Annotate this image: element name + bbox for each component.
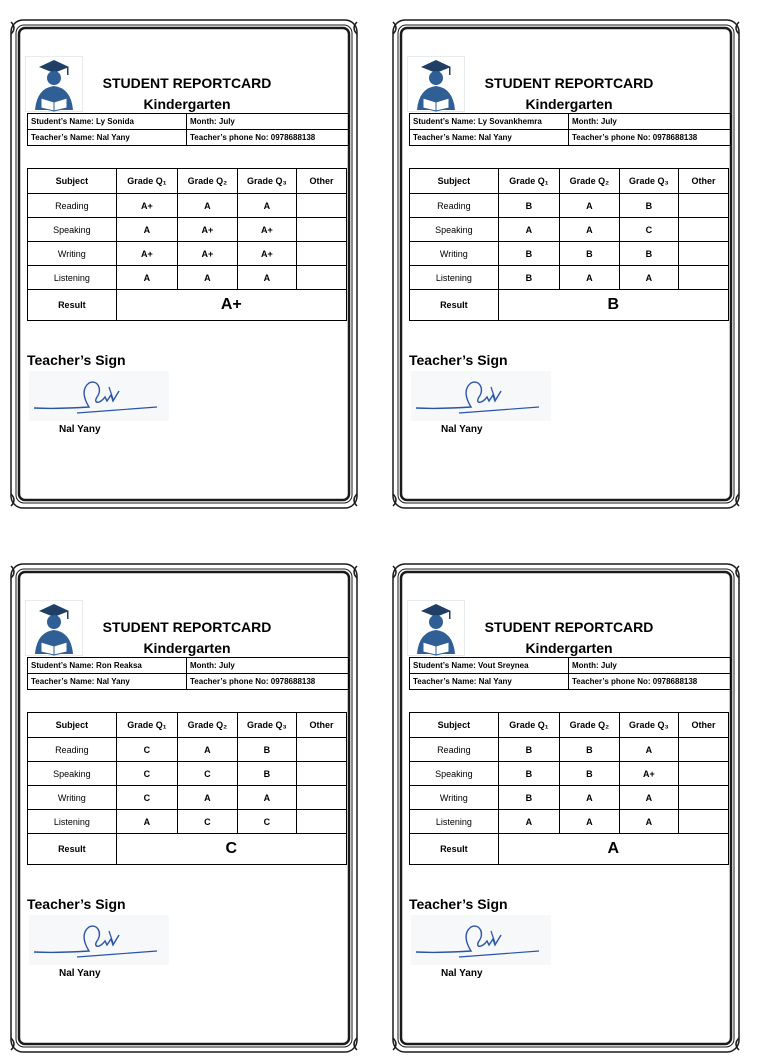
grade-cell: A: [237, 266, 297, 290]
grade-cell: A+: [178, 242, 238, 266]
subject-cell: Listening: [28, 266, 117, 290]
student-name: Student’s Name: Ly Sonida: [28, 114, 187, 130]
grade-cell: C: [178, 762, 238, 786]
header-subject: Subject: [28, 169, 117, 194]
subject-cell: Writing: [410, 786, 499, 810]
other-cell: [297, 194, 347, 218]
result-row: [410, 834, 729, 865]
card-title: STUDENT REPORTCARD: [484, 619, 654, 635]
report-card: [7, 16, 361, 512]
teacher-phone: Teacher’s phone No: 0978688138: [569, 674, 731, 690]
grade-cell: B: [498, 762, 559, 786]
grade-cell: C: [178, 810, 238, 834]
report-card: [7, 560, 361, 1056]
grade-cell: A: [619, 786, 679, 810]
table-row: [410, 242, 729, 266]
student-name: Student’s Name: Ron Reaksa: [28, 658, 187, 674]
table-row: [410, 738, 729, 762]
card-subtitle: Kindergarten: [143, 96, 231, 112]
student-name: Student’s Name: Vout Sreynea: [410, 658, 569, 674]
grades-header-row: [28, 713, 347, 738]
result-row: [28, 290, 347, 321]
signature-image: [411, 371, 551, 421]
card-subtitle: Kindergarten: [525, 96, 613, 112]
grade-cell: A: [116, 266, 177, 290]
grade-cell: A: [619, 810, 679, 834]
grade-cell: A: [178, 738, 238, 762]
header-grade-q2: Grade Q₂: [178, 713, 238, 738]
result-label: Result: [28, 834, 117, 865]
graduate-logo-icon: [407, 600, 465, 656]
grade-cell: C: [116, 786, 177, 810]
table-row: [410, 218, 729, 242]
signature-image: [29, 915, 169, 965]
other-cell: [297, 810, 347, 834]
other-cell: [297, 218, 347, 242]
grade-cell: B: [619, 242, 679, 266]
header-other: Other: [679, 713, 729, 738]
teacher-phone: Teacher’s phone No: 0978688138: [569, 130, 731, 146]
other-cell: [297, 738, 347, 762]
teacher-phone: Teacher’s phone No: 0978688138: [187, 130, 349, 146]
header-grade-q3: Grade Q₃: [619, 169, 679, 194]
subject-cell: Writing: [28, 242, 117, 266]
grade-cell: A+: [237, 218, 297, 242]
grade-cell: A: [116, 810, 177, 834]
card-title: STUDENT REPORTCARD: [102, 75, 272, 91]
table-row: [28, 762, 347, 786]
header-subject: Subject: [28, 713, 117, 738]
teacher-sign-label: Teacher’s Sign: [409, 352, 508, 368]
student-name: Student’s Name: Ly Sovankhemra: [410, 114, 569, 130]
header-grade-q3: Grade Q₃: [619, 713, 679, 738]
subject-cell: Writing: [410, 242, 499, 266]
result-value: A+: [116, 290, 346, 321]
signer-name: Nal Yany: [441, 424, 483, 435]
grade-cell: A: [237, 194, 297, 218]
grade-cell: C: [116, 738, 177, 762]
month: Month: July: [187, 114, 349, 130]
month: Month: July: [187, 658, 349, 674]
subject-cell: Reading: [28, 194, 117, 218]
subject-cell: Speaking: [410, 218, 499, 242]
result-value: C: [116, 834, 346, 865]
header-other: Other: [679, 169, 729, 194]
grades-table: [409, 712, 729, 865]
teacher-sign-label: Teacher’s Sign: [27, 352, 126, 368]
grade-cell: B: [498, 194, 559, 218]
grade-cell: B: [237, 762, 297, 786]
subject-cell: Listening: [410, 266, 499, 290]
table-row: [410, 762, 729, 786]
signature-image: [411, 915, 551, 965]
subject-cell: Listening: [28, 810, 117, 834]
grade-cell: A+: [619, 762, 679, 786]
month: Month: July: [569, 114, 731, 130]
grade-cell: A: [619, 738, 679, 762]
header-grade-q1: Grade Q₁: [116, 169, 177, 194]
grades-table: [409, 168, 729, 321]
grade-cell: A: [237, 786, 297, 810]
subject-cell: Reading: [28, 738, 117, 762]
other-cell: [679, 786, 729, 810]
teacher-sign-label: Teacher’s Sign: [409, 896, 508, 912]
grade-cell: B: [498, 266, 559, 290]
other-cell: [679, 242, 729, 266]
grade-cell: C: [116, 762, 177, 786]
table-row: [410, 810, 729, 834]
teacher-phone: Teacher’s phone No: 0978688138: [187, 674, 349, 690]
other-cell: [297, 266, 347, 290]
teacher-name: Teacher’s Name: Nal Yany: [410, 130, 569, 146]
grade-cell: B: [619, 194, 679, 218]
grade-cell: B: [560, 762, 620, 786]
grade-cell: B: [237, 738, 297, 762]
month: Month: July: [569, 658, 731, 674]
card-title: STUDENT REPORTCARD: [102, 619, 272, 635]
result-row: [410, 290, 729, 321]
grade-cell: B: [560, 738, 620, 762]
subject-cell: Reading: [410, 194, 499, 218]
grade-cell: B: [560, 242, 620, 266]
subject-cell: Speaking: [28, 762, 117, 786]
header-other: Other: [297, 169, 347, 194]
teacher-name: Teacher’s Name: Nal Yany: [28, 674, 187, 690]
table-row: [28, 194, 347, 218]
other-cell: [679, 194, 729, 218]
table-row: [28, 810, 347, 834]
grade-cell: A+: [116, 242, 177, 266]
grade-cell: A: [178, 194, 238, 218]
signer-name: Nal Yany: [441, 968, 483, 979]
table-row: [28, 242, 347, 266]
table-row: [28, 738, 347, 762]
other-cell: [679, 218, 729, 242]
header-grade-q1: Grade Q₁: [498, 713, 559, 738]
grade-cell: C: [619, 218, 679, 242]
header-subject: Subject: [410, 713, 499, 738]
table-row: [410, 786, 729, 810]
teacher-name: Teacher’s Name: Nal Yany: [28, 130, 187, 146]
result-row: [28, 834, 347, 865]
table-row: [410, 266, 729, 290]
grade-cell: A: [619, 266, 679, 290]
other-cell: [679, 762, 729, 786]
table-row: [28, 786, 347, 810]
grade-cell: A: [178, 786, 238, 810]
subject-cell: Speaking: [28, 218, 117, 242]
table-row: [410, 194, 729, 218]
header-grade-q2: Grade Q₂: [560, 169, 620, 194]
table-row: [28, 218, 347, 242]
grade-cell: C: [237, 810, 297, 834]
teacher-name: Teacher’s Name: Nal Yany: [410, 674, 569, 690]
result-label: Result: [410, 834, 499, 865]
grade-cell: A: [560, 786, 620, 810]
header-grade-q2: Grade Q₂: [178, 169, 238, 194]
teacher-sign-label: Teacher’s Sign: [27, 896, 126, 912]
card-subtitle: Kindergarten: [525, 640, 613, 656]
grade-cell: A: [560, 194, 620, 218]
header-grade-q2: Grade Q₂: [560, 713, 620, 738]
grades-table: [27, 168, 347, 321]
info-table: [409, 113, 731, 146]
other-cell: [679, 810, 729, 834]
report-card: [389, 16, 743, 512]
grades-header-row: [410, 713, 729, 738]
grade-cell: B: [498, 786, 559, 810]
card-subtitle: Kindergarten: [143, 640, 231, 656]
result-label: Result: [28, 290, 117, 321]
grade-cell: A: [498, 218, 559, 242]
result-label: Result: [410, 290, 499, 321]
other-cell: [297, 762, 347, 786]
report-card: [389, 560, 743, 1056]
signer-name: Nal Yany: [59, 968, 101, 979]
grade-cell: B: [498, 738, 559, 762]
grade-cell: A: [560, 218, 620, 242]
other-cell: [679, 738, 729, 762]
subject-cell: Listening: [410, 810, 499, 834]
result-value: A: [498, 834, 728, 865]
signer-name: Nal Yany: [59, 424, 101, 435]
subject-cell: Writing: [28, 786, 117, 810]
header-subject: Subject: [410, 169, 499, 194]
other-cell: [297, 242, 347, 266]
grade-cell: A+: [116, 194, 177, 218]
graduate-logo-icon: [25, 600, 83, 656]
grade-cell: A: [498, 810, 559, 834]
grades-header-row: [410, 169, 729, 194]
grade-cell: A: [116, 218, 177, 242]
grade-cell: A: [560, 266, 620, 290]
grade-cell: B: [498, 242, 559, 266]
grade-cell: A+: [237, 242, 297, 266]
other-cell: [679, 266, 729, 290]
graduate-logo-icon: [25, 56, 83, 112]
info-table: [27, 113, 349, 146]
grades-table: [27, 712, 347, 865]
signature-image: [29, 371, 169, 421]
subject-cell: Speaking: [410, 762, 499, 786]
subject-cell: Reading: [410, 738, 499, 762]
grades-header-row: [28, 169, 347, 194]
header-other: Other: [297, 713, 347, 738]
info-table: [27, 657, 349, 690]
grade-cell: A: [178, 266, 238, 290]
grade-cell: A: [560, 810, 620, 834]
card-title: STUDENT REPORTCARD: [484, 75, 654, 91]
header-grade-q1: Grade Q₁: [116, 713, 177, 738]
header-grade-q3: Grade Q₃: [237, 713, 297, 738]
header-grade-q1: Grade Q₁: [498, 169, 559, 194]
other-cell: [297, 786, 347, 810]
grade-cell: A+: [178, 218, 238, 242]
info-table: [409, 657, 731, 690]
table-row: [28, 266, 347, 290]
result-value: B: [498, 290, 728, 321]
graduate-logo-icon: [407, 56, 465, 112]
header-grade-q3: Grade Q₃: [237, 169, 297, 194]
